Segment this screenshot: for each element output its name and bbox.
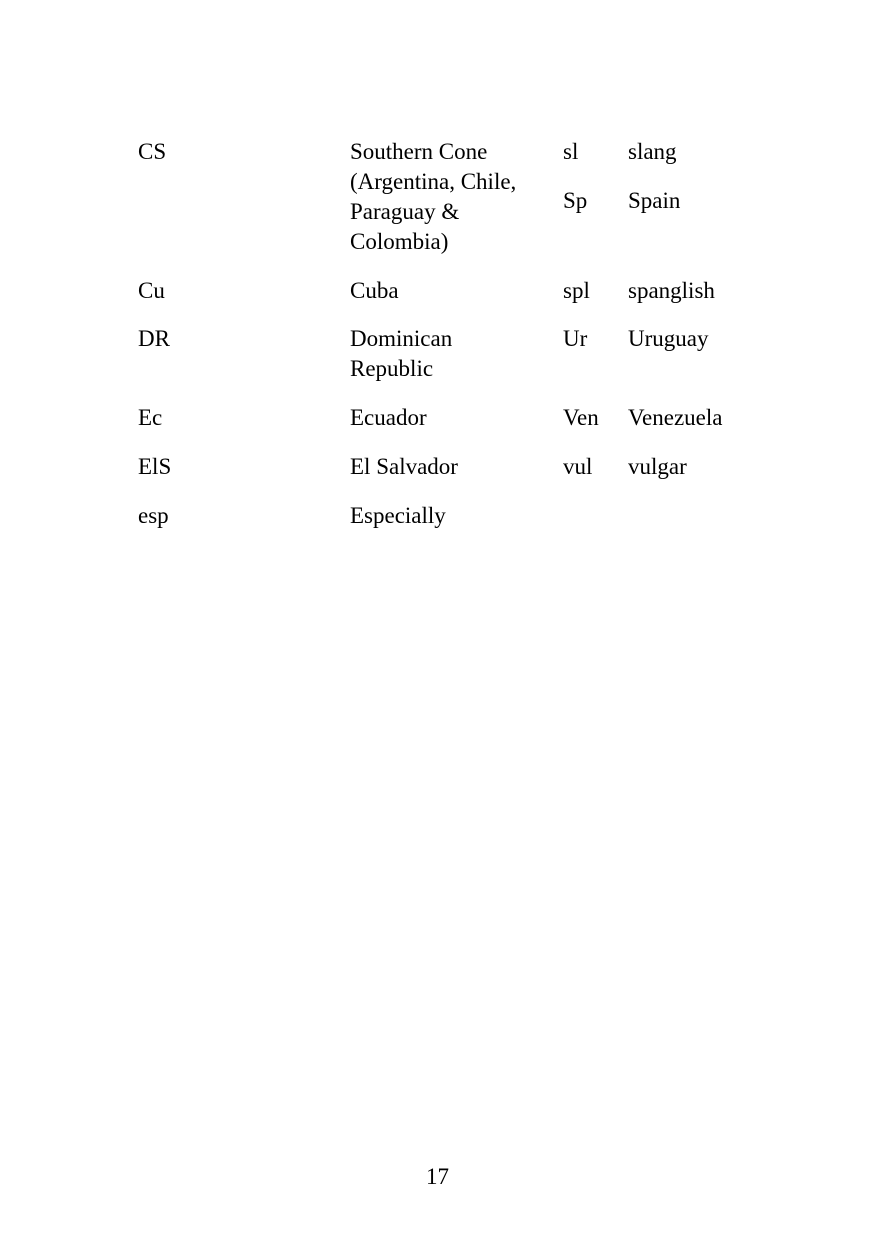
meaning-esp: Especially	[350, 503, 446, 528]
meaning-dr-line-2: Republic	[350, 356, 434, 381]
meaning-cs-line-1: Southern Cone	[350, 139, 488, 164]
abbr-esp: esp	[138, 503, 169, 528]
abbr-sp: Sp	[563, 188, 588, 213]
meaning-vul: vulgar	[628, 454, 687, 479]
abbr-ven: Ven	[563, 405, 599, 430]
meaning-cs-line-4: Colombia)	[350, 229, 449, 254]
meaning-ur: Uruguay	[628, 326, 709, 351]
meaning-cu: Cuba	[350, 278, 399, 303]
abbr-ur: Ur	[563, 326, 588, 351]
page-number: 17	[426, 1164, 449, 1189]
abbr-els: ElS	[138, 454, 172, 479]
abbr-cs: CS	[138, 139, 167, 164]
abbr-dr: DR	[138, 326, 170, 351]
meaning-cs-line-2: (Argentina, Chile,	[350, 169, 517, 194]
meaning-sp: Spain	[628, 188, 681, 213]
abbr-sl: sl	[563, 139, 579, 164]
meaning-spl: spanglish	[628, 278, 715, 303]
abbr-spl: spl	[563, 278, 590, 303]
abbr-ec: Ec	[138, 405, 163, 430]
meaning-sl: slang	[628, 139, 677, 164]
meaning-cs-line-3: Paraguay &	[350, 199, 460, 224]
meaning-els: El Salvador	[350, 454, 458, 479]
meaning-ec: Ecuador	[350, 405, 427, 430]
abbr-cu: Cu	[138, 278, 165, 303]
meaning-ven: Venezuela	[628, 405, 723, 430]
meaning-dr-line-1: Dominican	[350, 326, 453, 351]
abbr-vul: vul	[563, 454, 593, 479]
